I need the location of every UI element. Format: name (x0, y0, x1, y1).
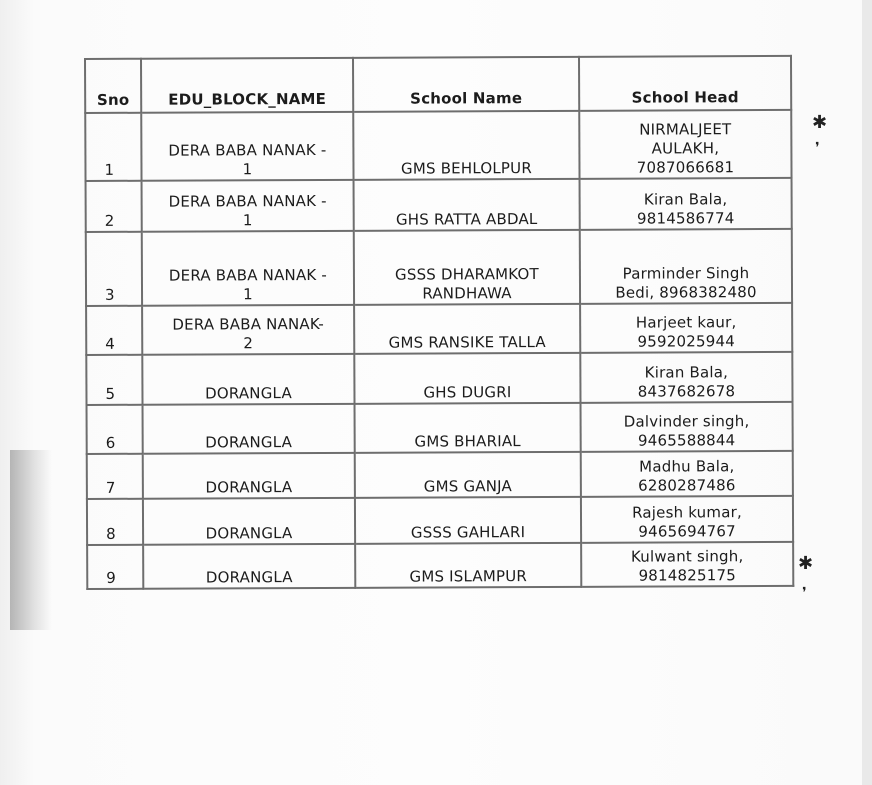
table-row (86, 229, 792, 306)
cell-school-head (581, 402, 793, 452)
table-row (87, 496, 793, 545)
cell-edu-block-name (142, 180, 354, 232)
table-row (87, 402, 793, 454)
table-row (86, 178, 792, 232)
cell-edu-block-name-line: DORANGLA (205, 568, 293, 587)
cell-edu-block-name-line: DERA BABA NANAK - (168, 140, 327, 160)
cell-school-name-line: GMS RANSIKE TALLA (388, 332, 546, 352)
cell-school-head-line: Parminder Singh (622, 264, 750, 283)
cell-sno: 4 (86, 306, 142, 355)
cell-sno: 5 (86, 355, 142, 405)
table-row (87, 451, 793, 499)
cell-school-head (581, 496, 793, 543)
header-school-name: School Name (353, 57, 579, 112)
cell-edu-block-name-line: DERA BABA NANAK- (172, 314, 324, 334)
cell-edu-block-name-line: 1 (242, 211, 253, 230)
header-school-head: School Head (579, 56, 791, 111)
cell-school-name (354, 179, 580, 231)
cell-edu-block-name-line: 1 (243, 285, 253, 304)
cell-school-head (580, 303, 792, 353)
cell-school-name (355, 543, 581, 588)
ink-speck-mark: ✱ (812, 112, 828, 133)
header-sno: Sno (85, 59, 141, 113)
cell-edu-block-name-line: DORANGLA (205, 433, 293, 452)
cell-school-head-line: 9592025944 (637, 332, 735, 351)
cell-school-name-line: GMS GANJA (423, 477, 513, 496)
cell-edu-block-name (143, 404, 355, 454)
cell-school-head (580, 352, 792, 403)
cell-edu-block-name-line: DERA BABA NANAK - (168, 191, 327, 211)
cell-school-head (580, 229, 792, 304)
cell-school-name (353, 111, 579, 180)
cell-school-name-line: GSSS DHARAMKOT (394, 265, 539, 284)
cell-school-head-line: AULAKH, (651, 139, 720, 158)
cell-edu-block-name (142, 305, 354, 355)
cell-school-head-line: Rajesh kumar, (632, 503, 742, 522)
cell-sno: 6 (87, 405, 143, 454)
cell-school-head-line: 9465694767 (638, 522, 736, 541)
cell-sno: 1 (85, 113, 141, 181)
cell-sno: 8 (87, 499, 143, 545)
cell-school-head-line: Kiran Bala, (643, 190, 728, 209)
cell-school-name (355, 497, 581, 544)
cell-school-name (355, 452, 581, 498)
cell-school-name (355, 403, 581, 453)
cell-school-head-line: Bedi, 8968382480 (615, 283, 757, 302)
cell-edu-block-name-line: DORANGLA (205, 384, 292, 403)
cell-school-name-line: RANDHAWA (422, 284, 512, 303)
ink-speck-mark: ❜ (802, 585, 807, 601)
cell-school-name (354, 304, 580, 354)
cell-sno: 7 (87, 454, 143, 499)
table-row (86, 352, 792, 405)
cell-school-head-line: NIRMALJEET (639, 120, 732, 139)
cell-school-head-line: Dalvinder singh, (623, 412, 750, 431)
scan-shadow (10, 450, 52, 630)
table-row (85, 110, 791, 181)
cell-sno: 3 (86, 232, 142, 306)
cell-school-name (354, 353, 580, 404)
header-edu-block-name: EDU_BLOCK_NAME (141, 58, 353, 113)
cell-school-head (579, 110, 791, 179)
cell-school-head-line: 9465588844 (637, 431, 736, 450)
cell-edu-block-name-line: DERA BABA NANAK - (168, 265, 328, 285)
cell-edu-block-name (141, 112, 353, 181)
page-edge (862, 0, 872, 785)
cell-school-head-line: 7087066681 (636, 158, 735, 177)
cell-school-name-line: GHS DUGRI (423, 383, 512, 402)
table-header-row (85, 56, 791, 113)
cell-sno: 2 (86, 181, 142, 232)
ink-speck-mark: ✱ (798, 553, 814, 574)
cell-school-head (581, 542, 793, 587)
cell-edu-block-name-line: 1 (242, 160, 253, 179)
cell-school-head-line: Kulwant singh, (630, 547, 744, 566)
cell-school-head-line: 6280287486 (638, 476, 736, 495)
table-row (86, 303, 792, 355)
cell-edu-block-name (143, 544, 355, 589)
cell-school-head-line: 9814825175 (638, 566, 737, 585)
school-table (84, 55, 794, 590)
cell-edu-block-name-line: 2 (243, 334, 254, 353)
cell-school-name-line: GSSS GAHLARI (410, 523, 526, 542)
cell-edu-block-name-line: DORANGLA (205, 524, 293, 543)
cell-school-head-line: Harjeet kaur, (635, 313, 737, 332)
cell-edu-block-name-line: DORANGLA (205, 478, 293, 497)
cell-school-head-line: Kiran Bala, (644, 363, 729, 382)
cell-school-name (354, 230, 580, 305)
cell-school-head (581, 451, 793, 497)
cell-sno: 9 (87, 545, 143, 589)
cell-edu-block-name (143, 453, 355, 499)
cell-school-head-line: Madhu Bala, (639, 457, 735, 476)
cell-school-head-line: 8437682678 (637, 382, 736, 401)
cell-edu-block-name (143, 498, 355, 545)
cell-school-head (580, 178, 792, 230)
cell-school-name-line: GHS RATTA ABDAL (395, 210, 538, 229)
cell-school-head-line: 9814586774 (636, 209, 735, 228)
cell-school-name-line: GMS BEHLOLPUR (400, 159, 532, 178)
cell-school-name-line: GMS BHARIAL (414, 432, 521, 451)
cell-edu-block-name (142, 354, 354, 405)
table-row (87, 542, 793, 589)
cell-school-name-line: GMS ISLAMPUR (409, 567, 528, 586)
ink-speck-mark: ❜ (815, 140, 820, 156)
cell-edu-block-name (142, 231, 354, 306)
